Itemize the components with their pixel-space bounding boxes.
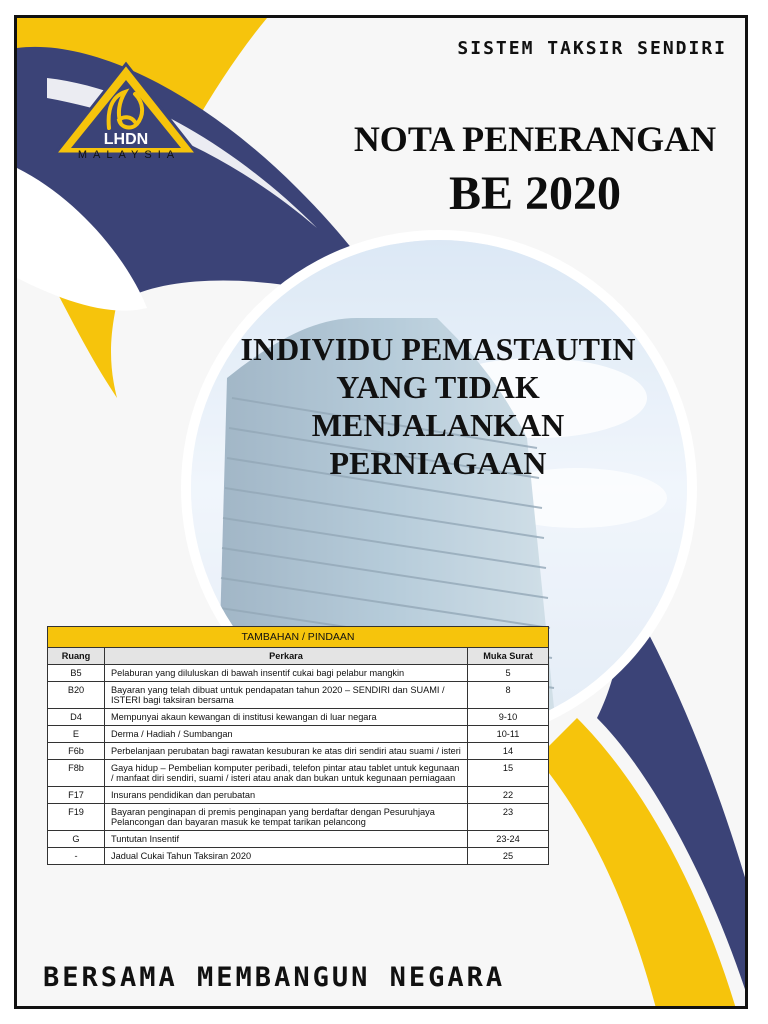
table-row — [48, 665, 549, 682]
column-header-ruang: Ruang — [48, 648, 105, 665]
row-page: 15 — [468, 760, 549, 787]
row-code: F19 — [48, 804, 105, 831]
row-code: B5 — [48, 665, 105, 682]
row-page: 8 — [468, 682, 549, 709]
row-description: Mempunyai akaun kewangan di institusi kewangan di luar negara — [105, 709, 468, 726]
org-country: MALAYSIA — [77, 149, 181, 161]
table-row — [48, 848, 549, 865]
form-year: BE 2020 — [448, 167, 622, 220]
footer-motto: BERSAMA MEMBANGUN NEGARA — [43, 962, 506, 993]
table-row — [48, 682, 549, 709]
row-description: Tuntutan Insentif — [105, 831, 468, 848]
table-caption: TAMBAHAN / PINDAAN — [48, 627, 549, 648]
row-description: Derma / Hadiah / Sumbangan — [105, 726, 468, 743]
row-description: Pelaburan yang diluluskan di bawah insentif cukai bagi pelabur mangkin — [105, 665, 468, 682]
column-header-muka-surat: Muka Surat — [468, 648, 549, 665]
row-page: 22 — [468, 787, 549, 804]
hero-line: MENJALANKAN — [311, 407, 565, 443]
row-description: Bayaran penginapan di premis penginapan yang berdaftar dengan Pesuruhjaya Pelancongan dan bayaran masuk ke tempat tarikan pelancong — [105, 804, 468, 831]
row-page: 23-24 — [468, 831, 549, 848]
cover-page — [14, 15, 748, 1009]
row-code: E — [48, 726, 105, 743]
table-row — [48, 787, 549, 804]
org-short-name: LHDN — [103, 131, 149, 148]
row-description: Bayaran yang telah dibuat untuk pendapatan tahun 2020 – SENDIRI dan SUAMI / ISTERI bagi taksiran bersama — [105, 682, 468, 709]
table-row — [48, 743, 549, 760]
row-code: - — [48, 848, 105, 865]
hero-line: INDIVIDU PEMASTAUTIN — [240, 331, 636, 367]
row-page: 5 — [468, 665, 549, 682]
row-page: 10-11 — [468, 726, 549, 743]
amendments-table — [47, 626, 549, 865]
row-description: Jadual Cukai Tahun Taksiran 2020 — [105, 848, 468, 865]
table-row — [48, 726, 549, 743]
page-title: NOTA PENERANGAN — [353, 119, 717, 159]
row-page: 25 — [468, 848, 549, 865]
row-code: G — [48, 831, 105, 848]
row-code: F8b — [48, 760, 105, 787]
row-page: 23 — [468, 804, 549, 831]
row-page: 9-10 — [468, 709, 549, 726]
table-row — [48, 709, 549, 726]
row-code: D4 — [48, 709, 105, 726]
hero-line: YANG TIDAK — [336, 369, 540, 405]
row-page: 14 — [468, 743, 549, 760]
hero-line: PERNIAGAAN — [329, 445, 547, 481]
row-description: Perbelanjaan perubatan bagi rawatan kesuburan ke atas diri sendiri atau suami / isteri — [105, 743, 468, 760]
row-code: F17 — [48, 787, 105, 804]
column-header-perkara: Perkara — [105, 648, 468, 665]
system-name: SISTEM TAKSIR SENDIRI — [457, 38, 727, 59]
row-code: F6b — [48, 743, 105, 760]
row-code: B20 — [48, 682, 105, 709]
table-row — [48, 831, 549, 848]
row-description: Insurans pendidikan dan perubatan — [105, 787, 468, 804]
row-description: Gaya hidup – Pembelian komputer peribadi, telefon pintar atau tablet untuk kegunaan / manfaat diri sendiri, suami / isteri atau anak dan bukan untuk kegunaan perniagaan — [105, 760, 468, 787]
hero-title — [203, 330, 673, 580]
table-row — [48, 760, 549, 787]
table-row — [48, 804, 549, 831]
